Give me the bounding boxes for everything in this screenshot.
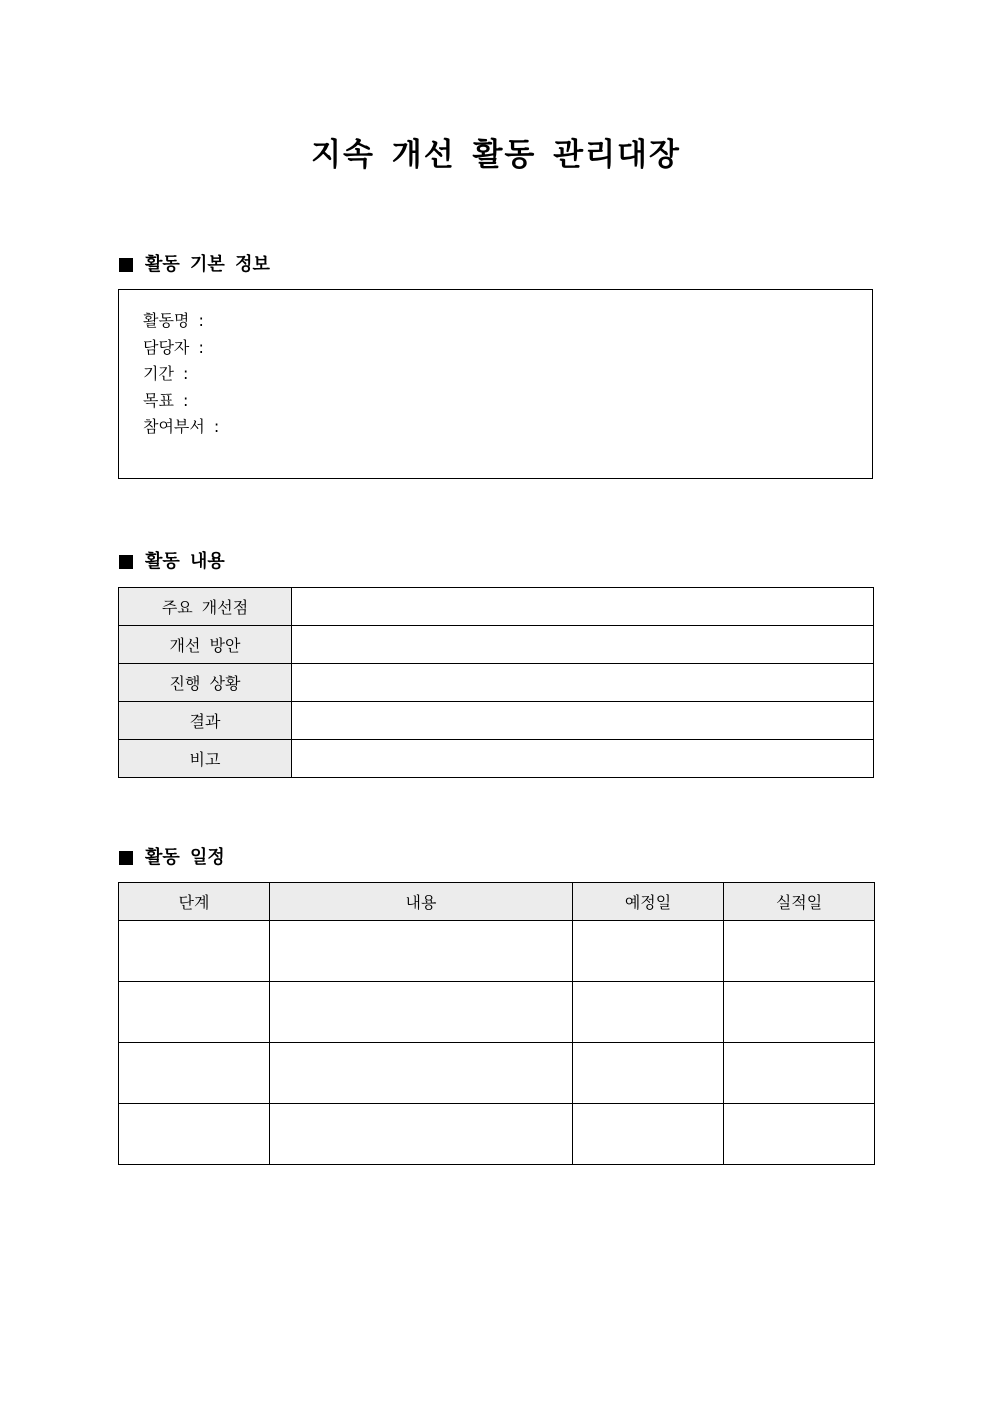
table-row (119, 982, 875, 1043)
column-header-actual-date: 실적일 (724, 883, 875, 921)
row-value-cell[interactable] (292, 664, 874, 702)
info-field-departments (143, 414, 872, 441)
info-field-label: 기간 (143, 364, 174, 383)
row-label-cell: 개선 방안 (119, 626, 292, 664)
section-heading-label: 활동 일정 (145, 847, 225, 868)
section-heading-label: 활동 내용 (145, 551, 225, 572)
column-header-content: 내용 (270, 883, 573, 921)
info-field-label: 담당자 (143, 337, 190, 357)
info-field-manager (143, 335, 872, 362)
info-field-period (143, 361, 872, 388)
table-row (119, 626, 874, 664)
info-field-separator: : (183, 390, 189, 410)
square-bullet-icon (119, 258, 133, 272)
info-field-separator: : (198, 337, 204, 357)
section-heading-content (119, 549, 225, 575)
page-title: 지속 개선 활동 관리대장 (311, 137, 681, 173)
table-cell[interactable] (270, 921, 573, 982)
info-field-separator: : (213, 417, 220, 436)
table-cell[interactable] (573, 982, 724, 1043)
row-label-cell: 주요 개선점 (119, 588, 292, 626)
table-cell[interactable] (724, 1043, 875, 1104)
row-value-cell[interactable] (292, 626, 874, 664)
table-cell[interactable] (270, 1104, 573, 1165)
column-header-planned-date: 예정일 (573, 883, 724, 921)
table-row (119, 1043, 875, 1104)
table-cell[interactable] (573, 1043, 724, 1104)
table-cell[interactable] (119, 1104, 270, 1165)
table-cell[interactable] (573, 921, 724, 982)
table-cell[interactable] (270, 1043, 573, 1104)
table-row (119, 588, 874, 626)
info-field-label: 활동명 (143, 311, 190, 330)
section-heading-schedule (119, 845, 225, 871)
info-field-goal (143, 388, 872, 415)
row-label-cell: 결과 (119, 702, 292, 740)
table-row (119, 702, 874, 740)
table-cell[interactable] (724, 921, 875, 982)
square-bullet-icon (119, 555, 133, 569)
row-value-cell[interactable] (292, 588, 874, 626)
activity-schedule-table (118, 882, 875, 1165)
row-value-cell[interactable] (292, 740, 874, 778)
info-field-label: 참여부서 (143, 417, 205, 436)
table-row (119, 664, 874, 702)
row-value-cell[interactable] (292, 702, 874, 740)
section-heading-label: 활동 기본 정보 (145, 254, 270, 275)
info-field-separator: : (183, 364, 189, 383)
info-field-activity-name (143, 308, 872, 335)
info-field-label: 목표 (143, 390, 174, 410)
column-header-stage: 단계 (119, 883, 270, 921)
table-row (119, 1104, 875, 1165)
table-row (119, 740, 874, 778)
table-cell[interactable] (270, 982, 573, 1043)
row-label-cell: 비고 (119, 740, 292, 778)
section-heading-basic-info (119, 252, 270, 278)
info-field-separator: : (198, 311, 204, 330)
basic-info-box (118, 289, 873, 479)
table-cell[interactable] (119, 921, 270, 982)
table-cell[interactable] (573, 1104, 724, 1165)
table-cell[interactable] (724, 1104, 875, 1165)
table-header-row (119, 883, 875, 921)
square-bullet-icon (119, 851, 133, 865)
table-row (119, 921, 875, 982)
activity-content-table (118, 587, 874, 778)
table-cell[interactable] (119, 982, 270, 1043)
table-cell[interactable] (724, 982, 875, 1043)
table-cell[interactable] (119, 1043, 270, 1104)
row-label-cell: 진행 상황 (119, 664, 292, 702)
